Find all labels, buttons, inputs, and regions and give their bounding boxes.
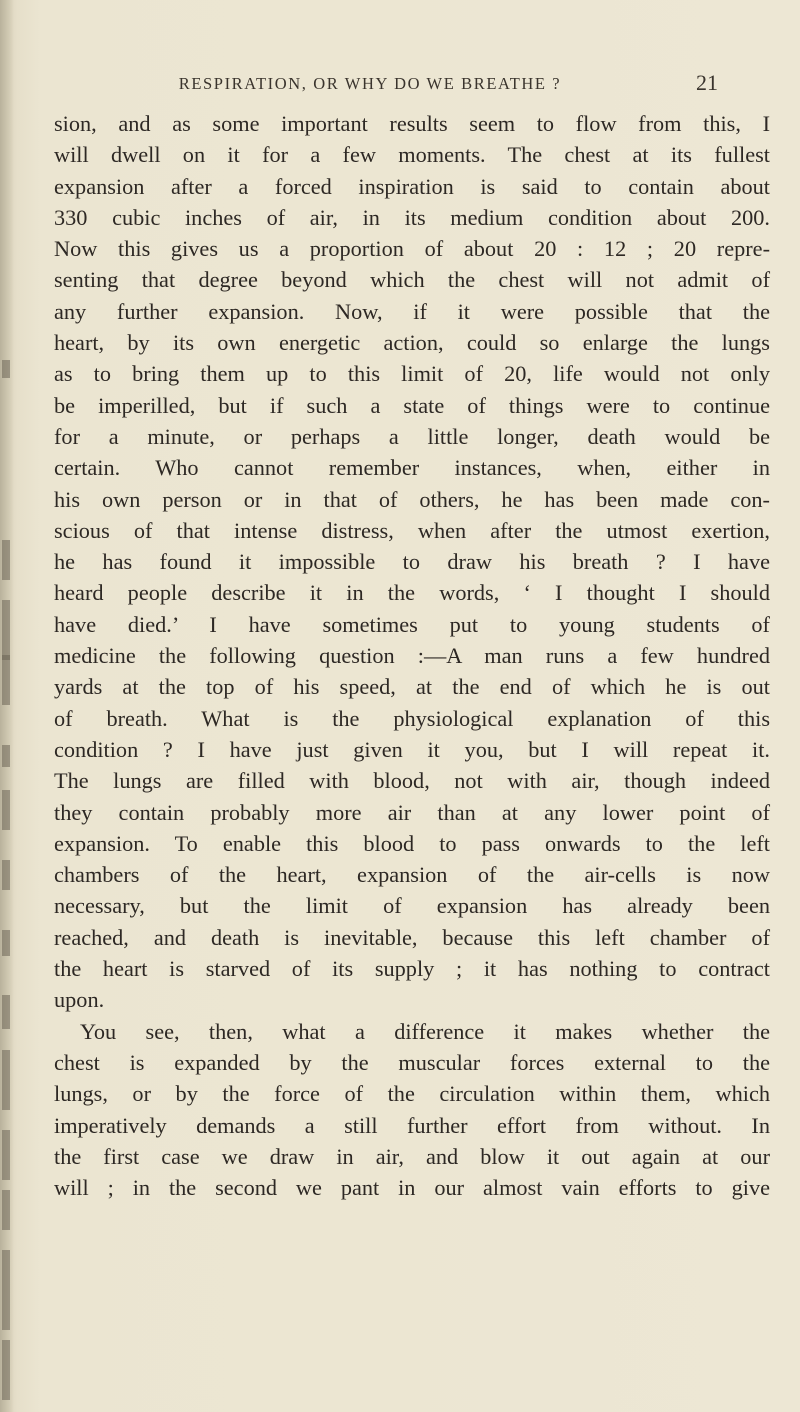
text-line: chest is expanded by the muscular forces external to the	[54, 1049, 770, 1075]
text-line: the first case we draw in air, and blow it out again at our	[54, 1143, 770, 1169]
text-line: medicine the following question :—A man runs a few hundred	[54, 643, 770, 669]
binding-mark	[2, 1130, 10, 1180]
binding-mark	[2, 1340, 10, 1400]
text-line: any further expansion. Now, if it were possible that the	[54, 298, 770, 324]
text-line: You see, then, what a difference it makes whether the	[80, 1018, 770, 1044]
text-line: 330 cubic inches of air, in its medium condition about 200.	[54, 204, 770, 230]
binding-mark	[2, 540, 10, 580]
binding-mark	[2, 1190, 10, 1230]
page-gutter	[0, 0, 14, 1412]
text-line: imperatively demands a still further effort from without. In	[54, 1112, 770, 1138]
text-line: expansion. To enable this blood to pass onwards to the left	[54, 830, 770, 856]
binding-mark	[2, 860, 10, 890]
text-line: senting that degree beyond which the chest will not admit of	[54, 267, 770, 293]
text-line: as to bring them up to this limit of 20, life would not only	[54, 361, 770, 387]
running-head: RESPIRATION, OR WHY DO WE BREATHE ?	[178, 74, 562, 93]
text-line: he has found it impossible to draw his breath ? I have	[54, 549, 770, 575]
paragraph-2	[54, 1016, 770, 1204]
binding-mark	[2, 600, 10, 660]
text-line: have died.’ I have sometimes put to young students of	[54, 611, 770, 637]
paragraph-1	[54, 108, 770, 1016]
text-line: chambers of the heart, expansion of the air-cells is now	[54, 862, 770, 888]
text-line: lungs, or by the force of the circulation within them, which	[54, 1081, 770, 1107]
text-line: upon.	[54, 987, 105, 1013]
binding-mark	[2, 745, 10, 767]
binding-mark	[2, 360, 10, 378]
text-line: they contain probably more air than at any lower point of	[54, 799, 770, 825]
text-line: heart, by its own energetic action, could so enlarge the lungs	[54, 330, 770, 356]
text-line: expansion after a forced inspiration is said to contain about	[54, 173, 770, 199]
binding-mark	[2, 930, 10, 956]
text-line: be imperilled, but if such a state of things were to continue	[54, 392, 770, 418]
binding-mark	[2, 790, 10, 830]
text-line: heard people describe it in the words, ‘ I thought I should	[54, 580, 770, 606]
text-line: will dwell on it for a few moments. The chest at its fullest	[54, 142, 770, 168]
binding-mark	[2, 995, 10, 1029]
text-line: Now this gives us a proportion of about 20 : 12 ; 20 repre-	[54, 236, 770, 262]
text-line: certain. Who cannot remember instances, when, either in	[54, 455, 770, 481]
page-header	[0, 70, 800, 104]
text-line: the heart is starved of its supply ; it has nothing to contract	[54, 956, 770, 982]
binding-mark	[2, 655, 10, 705]
text-line: reached, and death is inevitable, because this left chamber of	[54, 924, 770, 950]
text-line: condition ? I have just given it you, but I will repeat it.	[54, 736, 770, 762]
text-line: sion, and as some important results seem to flow from this, I	[54, 111, 770, 136]
binding-mark	[2, 1250, 10, 1330]
body-text	[54, 108, 770, 1203]
text-line: scious of that intense distress, when after the utmost exertion,	[54, 517, 770, 543]
binding-mark	[2, 1050, 10, 1110]
text-line: necessary, but the limit of expansion has already been	[54, 893, 770, 919]
page-number: 21	[696, 70, 718, 95]
text-line: The lungs are filled with blood, not with air, though indeed	[54, 768, 770, 794]
text-line: of breath. What is the physiological explanation of this	[54, 705, 770, 731]
text-line: for a minute, or perhaps a little longer, death would be	[54, 423, 770, 449]
text-line: his own person or in that of others, he has been made con-	[54, 486, 770, 512]
text-line: will ; in the second we pant in our almost vain efforts to give	[54, 1175, 770, 1201]
text-line: yards at the top of his speed, at the end of which he is out	[54, 674, 770, 700]
